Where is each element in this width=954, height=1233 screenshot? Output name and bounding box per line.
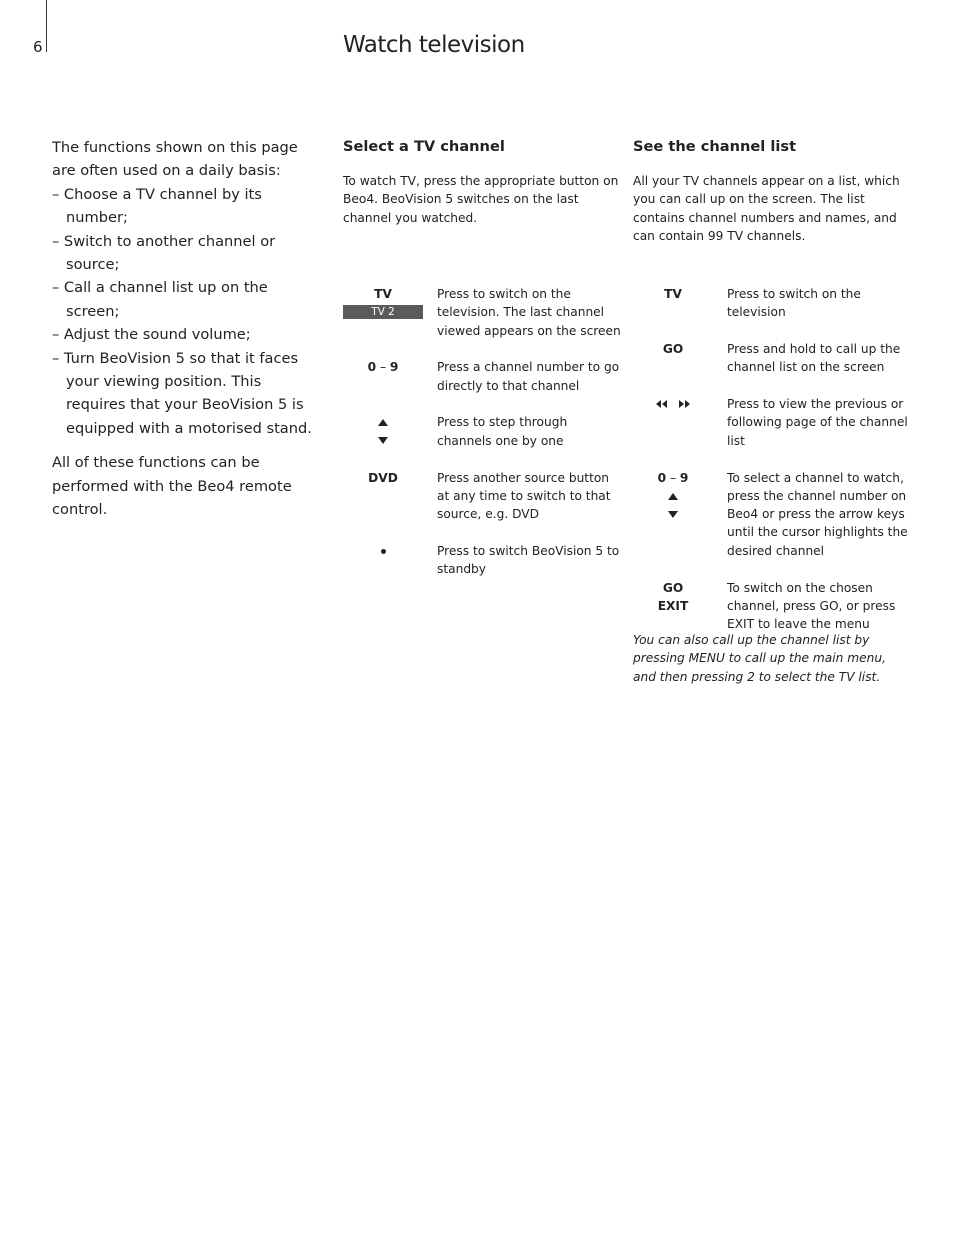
key-label (343, 469, 423, 487)
key-table (343, 285, 621, 597)
intro-bullet: – Choose a TV channel by its number; (52, 185, 262, 227)
key-label (633, 579, 713, 616)
digit-key-end: 9 (389, 360, 399, 375)
digit-key-start: 0 (657, 470, 667, 485)
select-channel-section (343, 137, 621, 577)
page-number: 6 (33, 38, 43, 56)
key-row (633, 469, 911, 560)
channel-list-note: You can also call up the channel list by pressing MENU to call up the main menu, and then pressing 2 to select the TV list. (633, 633, 886, 684)
section-lead: To watch TV, press the appropriate button on Beo4. BeoVision 5 switches on the last channel you watched. (343, 174, 619, 225)
key-row (633, 285, 911, 322)
channel-list-section (633, 137, 911, 684)
go-key: GO (662, 342, 684, 357)
key-row (633, 340, 911, 377)
intro-bullet: – Switch to another channel or source; (52, 232, 276, 274)
dvd-key: DVD (368, 470, 398, 485)
key-description: Press to switch on the television. The last channel viewed appears on the screen (437, 287, 621, 338)
key-label (633, 395, 713, 413)
key-description: Press to switch BeoVision 5 to standby (437, 543, 620, 577)
key-label (633, 285, 713, 303)
intro-bullet: – Call a channel list up on the screen; (52, 279, 268, 320)
arrow-down-icon (378, 437, 388, 444)
section-heading: See the channel list (633, 138, 797, 155)
key-label (343, 413, 423, 444)
intro-closing: All of these functions can be performed with the Beo4 remote control. (52, 454, 292, 519)
key-description: To select a channel to watch, press the channel number on Beo4 or press the arrow keys until the cursor highlights the desired channel (727, 470, 908, 558)
key-label (343, 542, 423, 554)
key-label (343, 358, 423, 376)
key-row (343, 469, 621, 524)
page-title: Watch television (343, 32, 525, 58)
key-row (343, 413, 621, 450)
intro-lead: The functions shown on this page are often used on a daily basis: (52, 139, 298, 180)
intro-bullet: – Turn BeoVision 5 so that it faces your viewing position. This requires that your BeoVision 5 is equipped with a motorised stand. (52, 349, 312, 437)
key-label (343, 285, 423, 319)
section-heading: Select a TV channel (343, 138, 505, 155)
key-description: Press a channel number to go directly to that channel (437, 360, 620, 393)
margin-rule (46, 0, 47, 52)
digit-key-start: 0 (367, 360, 377, 375)
key-description: Press to step through channels one by one (437, 415, 568, 448)
key-description: Press and hold to call up the channel list on the screen (727, 342, 901, 375)
digit-range-separator: – (666, 470, 680, 485)
intro-bullet-list (52, 183, 314, 440)
key-table (633, 285, 911, 652)
channel-display-badge: TV 2 (343, 305, 423, 319)
key-row (633, 395, 911, 450)
key-row (343, 285, 621, 340)
digit-key-end: 9 (679, 470, 689, 485)
key-label (633, 340, 713, 358)
section-lead: All your TV channels appear on a list, which you can call up on the screen. The list contains channel numbers and names, and can contain 99 TV channels. (633, 174, 900, 243)
key-row (343, 358, 621, 395)
intro-bullet: – Adjust the sound volume; (52, 326, 251, 344)
key-description: Press to view the previous or following page of the channel list (727, 397, 908, 448)
key-description: To switch on the chosen channel, press GO, or press EXIT to leave the menu (727, 580, 896, 632)
tv-key: TV (374, 287, 392, 301)
go-key: GO (662, 580, 684, 595)
page-arrows (656, 400, 690, 408)
intro-column (52, 136, 314, 522)
arrow-down-icon (668, 511, 678, 518)
arrow-up-icon (668, 493, 678, 500)
key-row (343, 542, 621, 579)
digit-range-separator: – (376, 360, 390, 375)
key-description: Press another source button at any time to switch to that source, e.g. DVD (437, 470, 611, 522)
key-description: Press to switch on the television (727, 287, 861, 320)
fast-forward-icon (679, 400, 690, 408)
key-row (633, 579, 911, 634)
arrow-up-icon (378, 419, 388, 426)
tv-key: TV (664, 287, 682, 301)
exit-key: EXIT (657, 598, 689, 613)
standby-dot-icon (381, 549, 386, 554)
key-label (633, 469, 713, 518)
rewind-icon (656, 400, 667, 408)
